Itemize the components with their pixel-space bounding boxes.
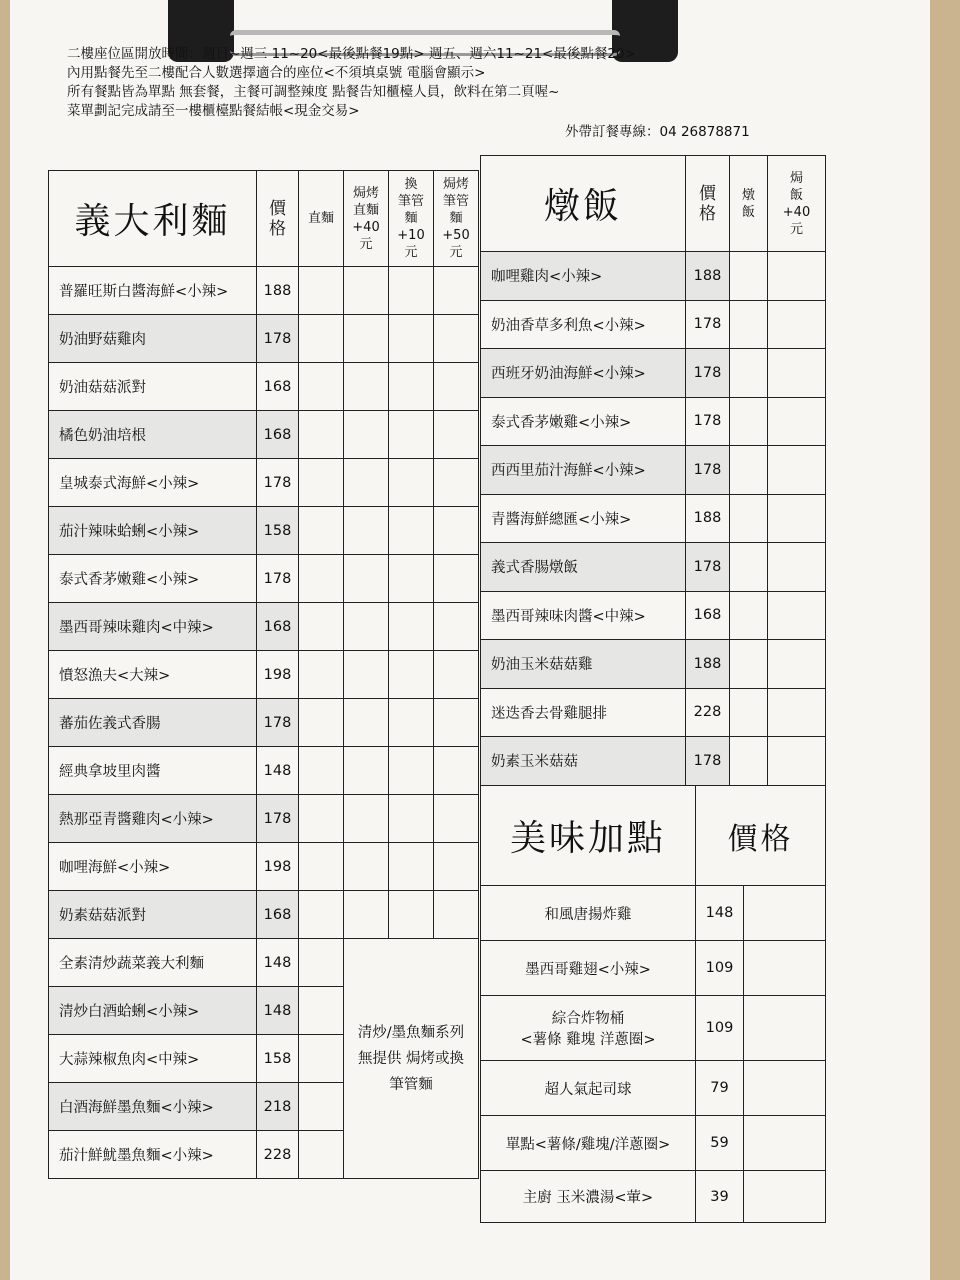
addon-item-price: 59 xyxy=(696,1116,744,1171)
risotto-checkbox[interactable] xyxy=(730,737,768,786)
addon-item-name-line: 單點<薯條/雞塊/洋蔥圈> xyxy=(505,1136,671,1153)
risotto-baked-checkbox[interactable] xyxy=(768,737,826,786)
pasta-baked-checkbox[interactable] xyxy=(344,699,389,747)
addon-item-name-line: 主廚 玉米濃湯<葷> xyxy=(522,1190,654,1206)
pasta-item-name: 奶素菇菇派對 xyxy=(49,891,257,939)
addon-item-name xyxy=(481,1061,696,1116)
pasta-straight-checkbox[interactable] xyxy=(299,411,344,459)
addon-item-name xyxy=(481,886,696,941)
menu-header xyxy=(67,45,767,121)
pasta-item-name: 奶油菇菇派對 xyxy=(49,363,257,411)
pasta-row xyxy=(49,939,479,987)
pasta-baked-checkbox[interactable] xyxy=(344,747,389,795)
pasta-baked-penne-checkbox[interactable] xyxy=(434,795,479,843)
risotto-checkbox[interactable] xyxy=(730,543,768,592)
risotto-col-price: 價 格 xyxy=(686,156,730,252)
pasta-row xyxy=(49,795,479,843)
risotto-item-price: 188 xyxy=(686,252,730,301)
risotto-baked-checkbox[interactable] xyxy=(768,349,826,398)
risotto-baked-checkbox[interactable] xyxy=(768,446,826,495)
pasta-baked-penne-checkbox[interactable] xyxy=(434,459,479,507)
risotto-col-risotto: 燉 飯 xyxy=(730,156,768,252)
pasta-straight-checkbox[interactable] xyxy=(299,1083,344,1131)
pasta-baked-checkbox[interactable] xyxy=(344,267,389,315)
seating-text: 內用點餐先至二樓配合人數選擇適合的座位<不須填桌號 電腦會顯示> xyxy=(67,65,486,81)
pasta-item-name: 奶油野菇雞肉 xyxy=(49,315,257,363)
addon-checkbox[interactable] xyxy=(744,1061,826,1116)
pasta-item-name: 橘色奶油培根 xyxy=(49,411,257,459)
hours-text: 二樓座位區開放時間：週日~週三 11~20<最後點餐19點> 週五、週六11~21<最後點餐20> xyxy=(67,46,636,62)
addon-item-name-line: 超人氣起司球 xyxy=(544,1081,632,1098)
pasta-baked-penne-checkbox[interactable] xyxy=(434,363,479,411)
pasta-item-name: 經典拿坡里肉醬 xyxy=(49,747,257,795)
pasta-col-straight: 直麵 xyxy=(299,171,344,267)
pasta-item-price: 178 xyxy=(257,795,299,843)
pasta-item-name: 咖哩海鮮<小辣> xyxy=(49,843,257,891)
pasta-baked-penne-checkbox[interactable] xyxy=(434,507,479,555)
risotto-baked-checkbox[interactable] xyxy=(768,300,826,349)
pasta-item-price: 178 xyxy=(257,315,299,363)
pasta-item-price: 198 xyxy=(257,651,299,699)
pasta-item-price: 198 xyxy=(257,843,299,891)
pasta-straight-checkbox[interactable] xyxy=(299,795,344,843)
pasta-baked-penne-checkbox[interactable] xyxy=(434,843,479,891)
pasta-baked-checkbox[interactable] xyxy=(344,411,389,459)
pasta-baked-penne-checkbox[interactable] xyxy=(434,315,479,363)
pasta-straight-checkbox[interactable] xyxy=(299,459,344,507)
pasta-baked-checkbox[interactable] xyxy=(344,795,389,843)
pasta-baked-checkbox[interactable] xyxy=(344,843,389,891)
pasta-item-name: 全素清炒蔬菜義大利麵 xyxy=(49,939,257,987)
risotto-item-name: 奶素玉米菇菇 xyxy=(481,737,686,786)
pasta-item-name: 熱那亞青醬雞肉<小辣> xyxy=(49,795,257,843)
pasta-note-line: 無提供 焗烤或換 xyxy=(357,1050,465,1067)
risotto-item-price: 188 xyxy=(686,640,730,689)
risotto-baked-checkbox[interactable] xyxy=(768,591,826,640)
risotto-checkbox[interactable] xyxy=(730,349,768,398)
addon-item-price: 39 xyxy=(696,1171,744,1223)
pasta-item-price: 158 xyxy=(257,1035,299,1083)
pasta-row xyxy=(49,747,479,795)
risotto-table xyxy=(480,155,826,786)
pasta-straight-checkbox[interactable] xyxy=(299,987,344,1035)
risotto-row xyxy=(481,737,826,786)
pasta-straight-checkbox[interactable] xyxy=(299,363,344,411)
pasta-straight-checkbox[interactable] xyxy=(299,267,344,315)
pasta-straight-checkbox[interactable] xyxy=(299,315,344,363)
addon-row xyxy=(481,941,826,996)
pasta-straight-checkbox[interactable] xyxy=(299,603,344,651)
risotto-row xyxy=(481,349,826,398)
pasta-item-price: 178 xyxy=(257,459,299,507)
pasta-straight-checkbox[interactable] xyxy=(299,843,344,891)
pasta-no-bake-note xyxy=(344,939,479,1179)
pasta-item-name: 大蒜辣椒魚肉<中辣> xyxy=(49,1035,257,1083)
risotto-baked-checkbox[interactable] xyxy=(768,397,826,446)
addon-row xyxy=(481,886,826,941)
addon-item-price: 148 xyxy=(696,886,744,941)
pasta-penne-checkbox[interactable] xyxy=(389,267,434,315)
pasta-baked-checkbox[interactable] xyxy=(344,891,389,939)
addon-item-name xyxy=(481,1116,696,1171)
addon-checkbox[interactable] xyxy=(744,996,826,1061)
pasta-row xyxy=(49,507,479,555)
addon-checkbox[interactable] xyxy=(744,1116,826,1171)
risotto-item-price: 168 xyxy=(686,591,730,640)
pasta-item-name: 泰式香茅嫩雞<小辣> xyxy=(49,555,257,603)
pasta-item-price: 158 xyxy=(257,507,299,555)
risotto-checkbox[interactable] xyxy=(730,688,768,737)
risotto-checkbox[interactable] xyxy=(730,591,768,640)
pasta-baked-penne-checkbox[interactable] xyxy=(434,651,479,699)
addon-item-price: 109 xyxy=(696,941,744,996)
pasta-baked-checkbox[interactable] xyxy=(344,315,389,363)
pasta-row xyxy=(49,699,479,747)
risotto-item-name: 墨西哥辣味肉醬<中辣> xyxy=(481,591,686,640)
risotto-row xyxy=(481,543,826,592)
risotto-checkbox[interactable] xyxy=(730,494,768,543)
risotto-item-price: 188 xyxy=(686,494,730,543)
risotto-checkbox[interactable] xyxy=(730,252,768,301)
pasta-row xyxy=(49,363,479,411)
risotto-checkbox[interactable] xyxy=(730,640,768,689)
addon-item-name-line2: <薯條 雞塊 洋蔥圈> xyxy=(520,1032,656,1048)
addon-row xyxy=(481,1116,826,1171)
pasta-title: 義大利麵 xyxy=(49,171,257,267)
risotto-baked-checkbox[interactable] xyxy=(768,688,826,737)
pasta-item-name: 蕃茄佐義式香腸 xyxy=(49,699,257,747)
pasta-straight-checkbox[interactable] xyxy=(299,891,344,939)
risotto-row xyxy=(481,591,826,640)
pasta-baked-penne-checkbox[interactable] xyxy=(434,891,479,939)
pasta-table xyxy=(48,170,479,1179)
pasta-col-baked-penne: 焗烤 筆管 麵 +50 元 xyxy=(434,171,479,267)
pasta-penne-checkbox[interactable] xyxy=(389,795,434,843)
pasta-note-line: 清炒/墨魚麵系列 xyxy=(357,1024,465,1041)
addon-checkbox[interactable] xyxy=(744,886,826,941)
risotto-item-price: 178 xyxy=(686,543,730,592)
pasta-item-price: 228 xyxy=(257,1131,299,1179)
order-note-text: 所有餐點皆為單點 無套餐，主餐可調整辣度 點餐告知櫃檯人員，飲料在第二頁喔~ xyxy=(67,84,560,100)
pasta-row xyxy=(49,411,479,459)
pasta-baked-penne-checkbox[interactable] xyxy=(434,267,479,315)
risotto-item-name: 泰式香茅嫩雞<小辣> xyxy=(481,397,686,446)
pasta-penne-checkbox[interactable] xyxy=(389,699,434,747)
pasta-item-price: 148 xyxy=(257,939,299,987)
risotto-item-name: 奶油香草多利魚<小辣> xyxy=(481,300,686,349)
addon-item-name xyxy=(481,1171,696,1223)
addon-row xyxy=(481,1171,826,1223)
pasta-penne-checkbox[interactable] xyxy=(389,603,434,651)
pasta-penne-checkbox[interactable] xyxy=(389,891,434,939)
pasta-row xyxy=(49,267,479,315)
risotto-item-name: 西班牙奶油海鮮<小辣> xyxy=(481,349,686,398)
addon-checkbox[interactable] xyxy=(744,941,826,996)
pasta-item-name: 皇城泰式海鮮<小辣> xyxy=(49,459,257,507)
risotto-item-name: 咖哩雞肉<小辣> xyxy=(481,252,686,301)
pasta-row xyxy=(49,891,479,939)
pasta-item-price: 148 xyxy=(257,747,299,795)
pasta-baked-checkbox[interactable] xyxy=(344,507,389,555)
pasta-baked-penne-checkbox[interactable] xyxy=(434,555,479,603)
risotto-row xyxy=(481,446,826,495)
pasta-row xyxy=(49,843,479,891)
pasta-penne-checkbox[interactable] xyxy=(389,459,434,507)
pasta-item-price: 148 xyxy=(257,987,299,1035)
risotto-item-price: 178 xyxy=(686,397,730,446)
pasta-baked-penne-checkbox[interactable] xyxy=(434,411,479,459)
addon-item-name-line: 綜合炸物桶 xyxy=(551,1011,625,1027)
addon-item-name xyxy=(481,941,696,996)
pasta-item-name: 憤怒漁夫<大辣> xyxy=(49,651,257,699)
takeout-phone: 外帶訂餐專線：04 26878871 xyxy=(565,124,750,140)
pasta-straight-checkbox[interactable] xyxy=(299,555,344,603)
pasta-row xyxy=(49,603,479,651)
pasta-item-name: 白酒海鮮墨魚麵<小辣> xyxy=(49,1083,257,1131)
pasta-baked-checkbox[interactable] xyxy=(344,555,389,603)
risotto-item-price: 228 xyxy=(686,688,730,737)
risotto-row xyxy=(481,252,826,301)
pasta-item-name: 茄汁鮮魷墨魚麵<小辣> xyxy=(49,1131,257,1179)
risotto-item-name: 西西里茄汁海鮮<小辣> xyxy=(481,446,686,495)
risotto-item-price: 178 xyxy=(686,737,730,786)
risotto-item-price: 178 xyxy=(686,300,730,349)
pasta-baked-penne-checkbox[interactable] xyxy=(434,699,479,747)
risotto-item-name: 迷迭香去骨雞腿排 xyxy=(481,688,686,737)
pasta-baked-checkbox[interactable] xyxy=(344,363,389,411)
risotto-row xyxy=(481,397,826,446)
addon-table xyxy=(480,785,826,1223)
pasta-penne-checkbox[interactable] xyxy=(389,555,434,603)
pasta-col-penne: 換 筆管 麵 +10 元 xyxy=(389,171,434,267)
risotto-row xyxy=(481,494,826,543)
risotto-row xyxy=(481,300,826,349)
pasta-row xyxy=(49,651,479,699)
pasta-item-price: 168 xyxy=(257,891,299,939)
pasta-straight-checkbox[interactable] xyxy=(299,507,344,555)
risotto-item-name: 奶油玉米菇菇雞 xyxy=(481,640,686,689)
pasta-row xyxy=(49,459,479,507)
pasta-item-name: 清炒白酒蛤蜊<小辣> xyxy=(49,987,257,1035)
risotto-col-baked: 焗 飯 +40 元 xyxy=(768,156,826,252)
addon-item-price: 79 xyxy=(696,1061,744,1116)
pasta-straight-checkbox[interactable] xyxy=(299,747,344,795)
addon-item-name-line: 墨西哥雞翅<小辣> xyxy=(525,961,651,978)
pasta-baked-penne-checkbox[interactable] xyxy=(434,603,479,651)
pasta-item-price: 218 xyxy=(257,1083,299,1131)
risotto-row xyxy=(481,640,826,689)
addon-item-price: 109 xyxy=(696,996,744,1061)
pasta-item-name: 墨西哥辣味雞肉<中辣> xyxy=(49,603,257,651)
pasta-item-price: 168 xyxy=(257,363,299,411)
pasta-penne-checkbox[interactable] xyxy=(389,411,434,459)
pasta-item-name: 茄汁辣味蛤蜊<小辣> xyxy=(49,507,257,555)
pasta-note-line: 筆管麵 xyxy=(389,1076,433,1093)
pasta-straight-checkbox[interactable] xyxy=(299,1131,344,1179)
pasta-straight-checkbox[interactable] xyxy=(299,939,344,987)
checkout-text: 菜單劃記完成請至一樓櫃檯點餐結帳<現金交易> xyxy=(67,103,360,119)
pasta-baked-penne-checkbox[interactable] xyxy=(434,747,479,795)
risotto-checkbox[interactable] xyxy=(730,397,768,446)
risotto-item-price: 178 xyxy=(686,349,730,398)
pasta-item-price: 178 xyxy=(257,699,299,747)
pasta-item-price: 178 xyxy=(257,555,299,603)
pasta-row xyxy=(49,315,479,363)
pasta-penne-checkbox[interactable] xyxy=(389,651,434,699)
pasta-row xyxy=(49,555,479,603)
risotto-baked-checkbox[interactable] xyxy=(768,543,826,592)
addon-row xyxy=(481,996,826,1061)
risotto-baked-checkbox[interactable] xyxy=(768,494,826,543)
risotto-checkbox[interactable] xyxy=(730,300,768,349)
pasta-straight-checkbox[interactable] xyxy=(299,651,344,699)
pasta-baked-checkbox[interactable] xyxy=(344,603,389,651)
pasta-item-price: 168 xyxy=(257,411,299,459)
addon-checkbox[interactable] xyxy=(744,1171,826,1223)
pasta-penne-checkbox[interactable] xyxy=(389,747,434,795)
risotto-checkbox[interactable] xyxy=(730,446,768,495)
addon-title: 美味加點 xyxy=(481,786,696,886)
pasta-col-price: 價 格 xyxy=(257,171,299,267)
pasta-penne-checkbox[interactable] xyxy=(389,507,434,555)
addon-row xyxy=(481,1061,826,1116)
pasta-penne-checkbox[interactable] xyxy=(389,363,434,411)
risotto-item-price: 178 xyxy=(686,446,730,495)
pasta-penne-checkbox[interactable] xyxy=(389,315,434,363)
addon-item-name xyxy=(481,996,696,1061)
pasta-straight-checkbox[interactable] xyxy=(299,699,344,747)
pasta-straight-checkbox[interactable] xyxy=(299,1035,344,1083)
pasta-item-price: 168 xyxy=(257,603,299,651)
pasta-item-name: 普羅旺斯白醬海鮮<小辣> xyxy=(49,267,257,315)
addon-item-name-line: 和風唐揚炸雞 xyxy=(544,906,632,923)
risotto-baked-checkbox[interactable] xyxy=(768,252,826,301)
pasta-item-price: 188 xyxy=(257,267,299,315)
pasta-penne-checkbox[interactable] xyxy=(389,843,434,891)
risotto-baked-checkbox[interactable] xyxy=(768,640,826,689)
addon-col-price: 價格 xyxy=(696,786,826,886)
risotto-row xyxy=(481,688,826,737)
pasta-baked-checkbox[interactable] xyxy=(344,651,389,699)
risotto-item-name: 義式香腸燉飯 xyxy=(481,543,686,592)
risotto-title: 燉飯 xyxy=(481,156,686,252)
pasta-baked-checkbox[interactable] xyxy=(344,459,389,507)
risotto-item-name: 青醬海鮮總匯<小辣> xyxy=(481,494,686,543)
pasta-col-baked: 焗烤 直麵 +40 元 xyxy=(344,171,389,267)
